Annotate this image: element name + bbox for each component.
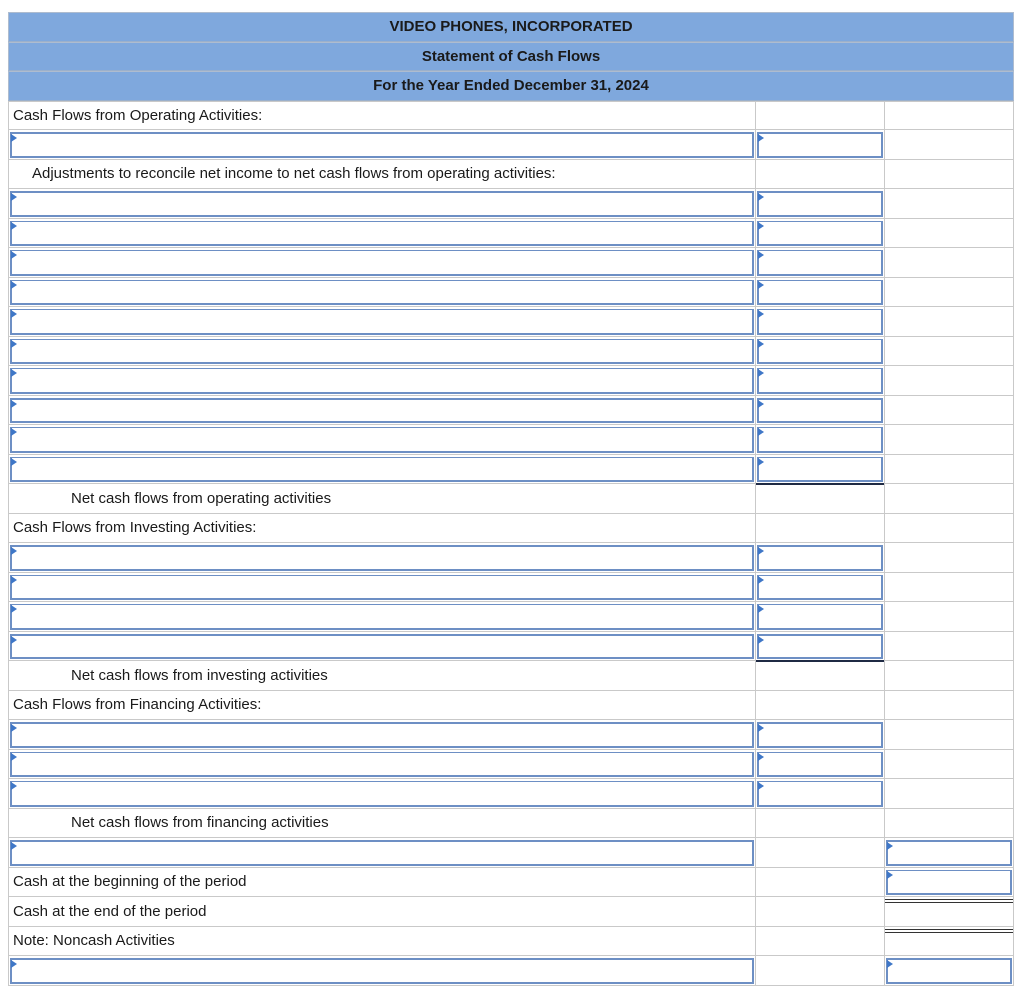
- adjustment-row: [8, 189, 1014, 219]
- financing-row: [8, 750, 1014, 780]
- adjustment-amount-input[interactable]: [757, 398, 883, 424]
- adjustment-amount-input[interactable]: [757, 221, 883, 247]
- investing-row: [8, 602, 1014, 632]
- net-change-amount-input[interactable]: [886, 840, 1012, 866]
- investing-amount-input[interactable]: [757, 575, 883, 601]
- investing-amount-input[interactable]: [757, 634, 883, 660]
- net-change-row: [8, 838, 1014, 868]
- noncash-row: [8, 956, 1014, 986]
- adjustment-row: [8, 455, 1014, 485]
- financing-amount-input[interactable]: [757, 781, 883, 807]
- investing-title: Cash Flows from Investing Activities:: [13, 519, 257, 537]
- net-income-row: [8, 130, 1014, 160]
- adjustment-account-input[interactable]: [10, 457, 754, 483]
- financing-row: [8, 779, 1014, 809]
- adjustment-account-input[interactable]: [10, 398, 754, 424]
- adjustment-account-input[interactable]: [10, 191, 754, 217]
- adjustment-amount-input[interactable]: [757, 250, 883, 276]
- investing-row: [8, 573, 1014, 603]
- financing-account-input[interactable]: [10, 752, 754, 778]
- net-income-account-input[interactable]: [10, 132, 754, 158]
- adjustment-row: [8, 219, 1014, 249]
- total-double-underline: [885, 929, 1013, 933]
- financing-account-input[interactable]: [10, 781, 754, 807]
- adjustment-amount-input[interactable]: [757, 368, 883, 394]
- financing-title: Cash Flows from Financing Activities:: [13, 696, 262, 714]
- cash-beginning-row: [8, 868, 1014, 898]
- net-income-amount-input[interactable]: [757, 132, 883, 158]
- investing-row: [8, 543, 1014, 573]
- cash-flow-statement: [8, 12, 1014, 986]
- adjustment-row: [8, 396, 1014, 426]
- operating-title: Cash Flows from Operating Activities:: [13, 106, 263, 124]
- statement-period: For the Year Ended December 31, 2024: [8, 71, 1014, 101]
- subtotal-underline: [756, 483, 884, 485]
- investing-amount-input[interactable]: [757, 545, 883, 571]
- net-operating-label: Net cash flows from operating activities: [71, 489, 332, 507]
- financing-account-input[interactable]: [10, 722, 754, 748]
- adjustment-row: [8, 307, 1014, 337]
- cash-end-row: [8, 897, 1014, 927]
- financing-amount-input[interactable]: [757, 722, 883, 748]
- adjustment-amount-input[interactable]: [757, 339, 883, 365]
- investing-row: [8, 632, 1014, 662]
- investing-title-row: [8, 514, 1014, 544]
- adjustment-account-input[interactable]: [10, 309, 754, 335]
- adjustment-account-input[interactable]: [10, 368, 754, 394]
- total-double-underline: [885, 899, 1013, 903]
- financing-row: [8, 720, 1014, 750]
- net-investing-label: Net cash flows from investing activities: [71, 666, 328, 684]
- noncash-note-label: Note: Noncash Activities: [13, 932, 175, 950]
- investing-account-input[interactable]: [10, 545, 754, 571]
- adjustment-account-input[interactable]: [10, 221, 754, 247]
- financing-title-row: [8, 691, 1014, 721]
- adjustments-label-row: [8, 160, 1014, 190]
- company-name: VIDEO PHONES, INCORPORATED: [8, 12, 1014, 42]
- adjustment-row: [8, 248, 1014, 278]
- net-financing-label: Net cash flows from financing activities: [71, 814, 329, 832]
- net-financing-row: [8, 809, 1014, 839]
- subtotal-underline: [756, 660, 884, 662]
- adjustment-row: [8, 366, 1014, 396]
- adjustment-row: [8, 337, 1014, 367]
- net-change-account-input[interactable]: [10, 840, 754, 866]
- net-investing-row: [8, 661, 1014, 691]
- adjustments-label: Adjustments to reconcile net income to net cash flows from operating activities:: [32, 165, 556, 183]
- investing-account-input[interactable]: [10, 634, 754, 660]
- operating-title-row: [8, 101, 1014, 131]
- adjustment-account-input[interactable]: [10, 280, 754, 306]
- cash-beginning-amount-input[interactable]: [886, 870, 1012, 896]
- adjustment-account-input[interactable]: [10, 427, 754, 453]
- adjustment-amount-input[interactable]: [757, 427, 883, 453]
- noncash-amount-input[interactable]: [886, 958, 1012, 984]
- net-operating-row: [8, 484, 1014, 514]
- adjustment-amount-input[interactable]: [757, 309, 883, 335]
- statement-title: Statement of Cash Flows: [8, 42, 1014, 72]
- adjustment-row: [8, 278, 1014, 308]
- cash-end-label: Cash at the end of the period: [13, 902, 207, 920]
- adjustment-row: [8, 425, 1014, 455]
- adjustment-amount-input[interactable]: [757, 457, 883, 483]
- adjustment-amount-input[interactable]: [757, 280, 883, 306]
- noncash-description-input[interactable]: [10, 958, 754, 984]
- adjustment-account-input[interactable]: [10, 250, 754, 276]
- investing-amount-input[interactable]: [757, 604, 883, 630]
- investing-account-input[interactable]: [10, 604, 754, 630]
- cash-beginning-label: Cash at the beginning of the period: [13, 873, 247, 891]
- noncash-note-row: [8, 927, 1014, 957]
- adjustment-account-input[interactable]: [10, 339, 754, 365]
- adjustment-amount-input[interactable]: [757, 191, 883, 217]
- investing-account-input[interactable]: [10, 575, 754, 601]
- financing-amount-input[interactable]: [757, 752, 883, 778]
